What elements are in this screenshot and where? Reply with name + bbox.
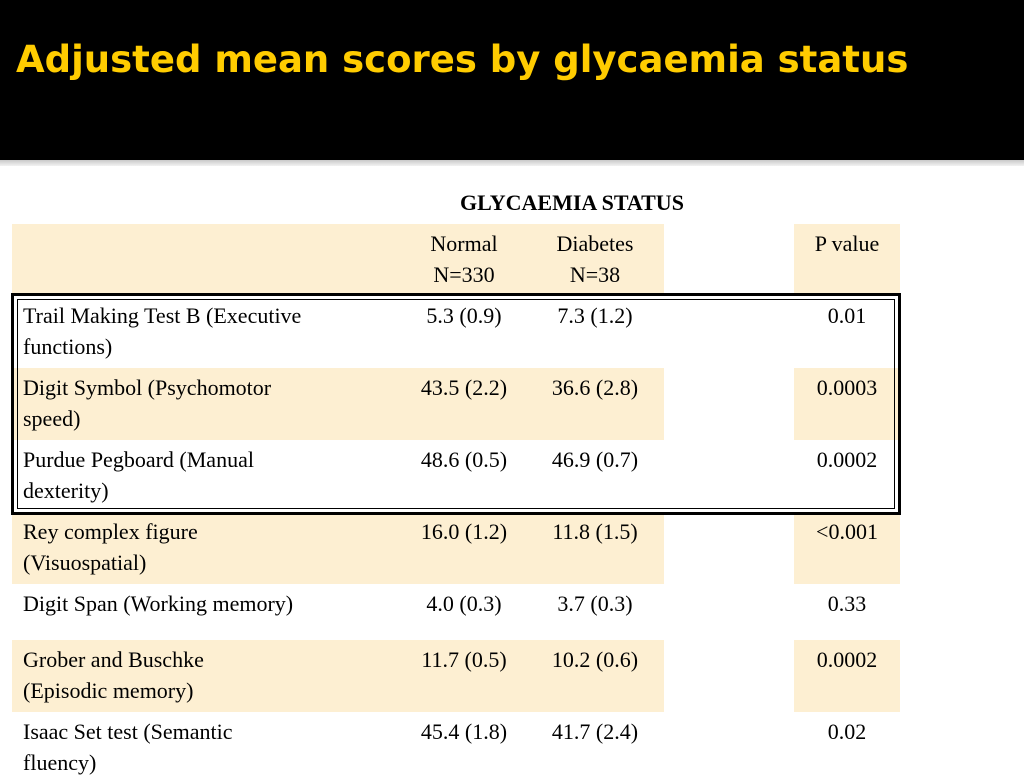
row-normal: 11.7 (0.5) — [402, 640, 526, 712]
row-normal: 43.5 (2.2) — [402, 368, 526, 440]
table-row — [12, 584, 900, 640]
row-label — [12, 712, 402, 784]
row-diabetes: 7.3 (1.2) — [526, 296, 664, 368]
header-diabetes-n: N=38 — [569, 262, 621, 287]
row-p-value: 0.0003 — [794, 368, 900, 440]
row-p-value: 0.01 — [794, 296, 900, 368]
table-header-row — [12, 224, 900, 296]
row-label — [12, 512, 402, 584]
row-gap — [664, 440, 794, 512]
row-normal: 48.6 (0.5) — [402, 440, 526, 512]
header-diabetes-label: Diabetes — [556, 231, 634, 256]
row-normal: 16.0 (1.2) — [402, 512, 526, 584]
row-label-line1: Rey complex figure — [23, 519, 198, 544]
row-diabetes: 11.8 (1.5) — [526, 512, 664, 584]
row-diabetes: 46.9 (0.7) — [526, 440, 664, 512]
row-label-line1: Digit Symbol (Psychomotor — [23, 375, 272, 400]
row-label-line1: Purdue Pegboard (Manual — [23, 447, 254, 472]
table-row — [12, 368, 900, 440]
row-label-line2: speed) — [23, 406, 81, 431]
header-normal — [402, 224, 526, 296]
header-normal-label: Normal — [430, 231, 498, 256]
row-normal: 4.0 (0.3) — [402, 584, 526, 640]
row-gap — [664, 368, 794, 440]
row-gap — [664, 640, 794, 712]
row-label-line2: (Episodic memory) — [23, 678, 194, 703]
row-label — [12, 296, 402, 368]
header-gap — [664, 224, 794, 296]
table-row — [12, 512, 900, 584]
slide-title: Adjusted mean scores by glycaemia status — [16, 38, 909, 81]
row-label — [12, 584, 402, 640]
row-diabetes: 41.7 (2.4) — [526, 712, 664, 784]
row-p-value: 0.0002 — [794, 640, 900, 712]
title-divider — [0, 160, 1024, 166]
header-p-value: P value — [794, 224, 900, 296]
header-normal-n: N=330 — [433, 262, 495, 287]
row-normal: 5.3 (0.9) — [402, 296, 526, 368]
row-diabetes: 3.7 (0.3) — [526, 584, 664, 640]
table-row — [12, 712, 900, 784]
row-label-line1: Trail Making Test B (Executive — [23, 303, 302, 328]
row-diabetes: 36.6 (2.8) — [526, 368, 664, 440]
row-label-line2: (Visuospatial) — [23, 550, 147, 575]
row-p-value: <0.001 — [794, 512, 900, 584]
row-gap — [664, 712, 794, 784]
header-diabetes — [526, 224, 664, 296]
table-row — [12, 640, 900, 712]
title-bar — [0, 0, 1024, 160]
row-label-line2: functions) — [23, 334, 113, 359]
row-p-value: 0.02 — [794, 712, 900, 784]
row-p-value: 0.33 — [794, 584, 900, 640]
row-p-value: 0.0002 — [794, 440, 900, 512]
table-row — [12, 440, 900, 512]
group-header: GLYCAEMIA STATUS — [460, 190, 684, 215]
row-gap — [664, 512, 794, 584]
row-diabetes: 10.2 (0.6) — [526, 640, 664, 712]
table-row — [12, 296, 900, 368]
row-label — [12, 640, 402, 712]
row-label-line1: Grober and Buschke — [23, 647, 204, 672]
row-label-line1: Isaac Set test (Semantic — [23, 719, 233, 744]
row-label-line1: Digit Span (Working memory) — [23, 591, 294, 616]
row-label — [12, 368, 402, 440]
row-label-line2: dexterity) — [23, 478, 109, 503]
header-empty-cell — [12, 224, 402, 296]
row-normal: 45.4 (1.8) — [402, 712, 526, 784]
row-label-line2: fluency) — [23, 750, 97, 775]
row-gap — [664, 296, 794, 368]
row-gap — [664, 584, 794, 640]
row-label — [12, 440, 402, 512]
